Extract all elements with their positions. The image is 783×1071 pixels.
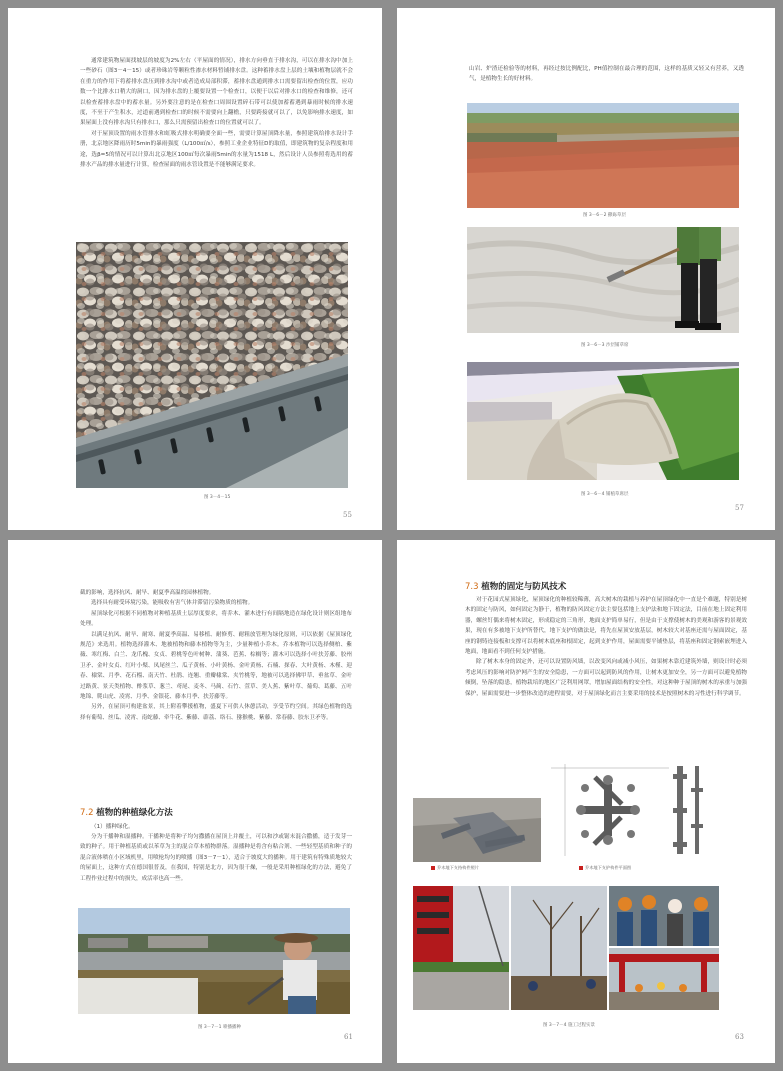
- construction-photo-4: [609, 948, 719, 1010]
- page-55: [8, 8, 382, 530]
- page-63: [397, 540, 775, 1063]
- p3-text-top: [80, 588, 352, 723]
- p2-caption-3: 图 3－6－4 铺植草席层: [581, 492, 629, 497]
- subsection-heading: （1）播种绿化。: [91, 824, 134, 830]
- p3-figure-caption: 图 3－7－1 喷播播种: [198, 1025, 241, 1030]
- p3-paragraph-4: 以满足抗风、耐旱、耐寒、耐夏季高温、易移植、耐修剪、耐粗放管理为绿化原则，可以依据《屋顶绿化规范》来选用。植物选择灌木、地被植物和藤本植物等为主，少量种植小乔木。乔本植物可以选择侧柏、紫薇、寒红梅、白兰、龙爪槐、女贞、碧桃等色叶树种、蒲葵、芭蕉、棕榈等；灌木可以选择小叶扶芳藤、胶州卫矛、金叶女贞、红叶小檗、凤尾丝兰、瓜子黄杨、小叶黄杨、金叶黄杨、石楠、探春、大叶黄杨、木槿、迎春、棣棠、月季、花石榴、南天竹、杜鹃、连翘、重瓣棣棠、夹竹桃等，地被可以选择佛甲草、垂盆草、金叶过路黄、景天类植物、酢浆草、葱兰、鸢尾、麦冬、马蔺、石竹、萱草、美人蕉、紫叶草、葡萄、葛藤、五叶地锦、爬山虎、凌霄、月季、金银花、藤本月季、扶芳藤等。: [80, 631, 352, 701]
- p4-paragraph-2: 除了树木本身的固定外，还可以设置防风墙，以改变风向或减小风压，如果树木靠近建筑外墙，则设计时必须考虑风压的影响对防护网产生的安全隐患，一方面可以起到防风的作用，让树木更加安全，另一方面可以避免植物倾倒，坠落的隐患，植物栽培的地区广泛利用网罩，增加屋面结构的安全性，对这种种于屋顶的树木的承重与加强保护，屋面需要进一步整体改造的进程需要，对于屋顶绿化而言主要采用的技术是按照树木的习性进行科学调节。: [465, 659, 747, 697]
- page-number: 61: [344, 1033, 353, 1041]
- p4-figure-caption: 图 3－7－4 施工过程实景: [543, 1023, 595, 1028]
- spraying-photo: [78, 908, 350, 1014]
- p3-text-bottom: [80, 832, 352, 884]
- p4-text: [465, 595, 747, 699]
- page-number: 63: [735, 1033, 744, 1041]
- p1-text: [80, 56, 353, 170]
- p3-paragraph-5: 另外，在屋顶可构建盆景，其上附着攀援植物，盛夏下可供人休憩活动，享受节约空间。其绿色植物的选择有葡萄、丝瓜、凌霄、南蛇藤、牵牛花、紫藤、薜荔、络石、猕猴桃、紫藤、常春藤、胶东卫矛等。: [80, 704, 352, 721]
- page-61: [8, 540, 382, 1063]
- thumb-caption-1-text: 乔木地下支持构件照片: [437, 865, 479, 870]
- gravel-field-photo: [467, 103, 739, 208]
- p3-paragraph-6: 分为干播种和湿播种。干播种是将种子均匀撒播在屋顶上并覆土，可以和沙或锯末混合撒播，适于发芽一致的种子。用于种植基质或以苯草为主的混合草本植物群落。湿播种是将含有粘合剂、一些轻型基质和种子的混合液体喷在小区域机里，用喷枪均匀的喷播（图3－7－1），适合于坡度大的播种。用于建筑有特殊质地较大的屋面上，这种方式在德国很普及，在我国，特别是北方，因为很干燥，一般是采用种植绿化的方法，避免了工程作业过程中的损失，成活率也高一些。: [80, 834, 352, 882]
- p4-paragraph-1: 对于花园式屋顶绿化，屋顶绿化的种植较稀薄，高大树木的栽植与养护在屋顶绿化中一直是个难题，特别是树木的固定与防风，如何固定为静于，植物的防风固定方法主要包括地上支护法和地下固定法，目前在地上固定利用器，螺丝钉偶来将树木固定，形成稳定的三角形，地面支护简单易行，但是由于支撑使树木的美观和游客的景观效果，现在有多被地下支护所替代，地下支护的做法是，将先在屋顶安放基层，树木较大对基座还需与屋面固定，基座的钢铸连接板和支撑可以将树木底座和根固定，起到支护作用，屋面需要平铺垫层，将基座和固定钢索嵌埋进入地面，地面看不到任何支护措施。: [465, 597, 747, 656]
- p3-paragraph-2: 选择具有耐受环境污染，能吸收有害气体并滞留污染物质的植物。: [91, 600, 254, 607]
- red-bullet-icon: [579, 866, 583, 870]
- thumb-caption-2-text: 乔木地下支护构件平面图: [585, 865, 632, 870]
- p1-paragraph-1: 通常建筑物屋面找坡层的坡度为2%左右（平屋面的情况），排水方向垂直于排水沟，可以在排水沟中加上一些砂石（图3－4－15）或者珍珠岩等颗粒性渗水材料暂铺排水盘。这种蓄排水盘上层的土壤和植物层就不会在重力的作用下将蓄排水盘压到排水沟中或者造成局部积滞，蓄排水盘通到排水口需要留出检查的位置，应功数一个比排水口稍大的洞口，因为排水盘的上覆要设置一个检查口，以便于以后对排水口的检查和维修，还可以检查蓄排水盘中的蓄水量。另外要注意的是在检查口周围设置碎石带可以使加蓄蓄遇到暴雨时候的排水速度，不至于产生积水，过道前遇到检查口的时候不需要向上翻檐，只要跨接就可以了，以免影响排水速度，如果屋面上没有排水沟只有排水口，那么只需预留出检查口的位置就可以了。: [80, 58, 353, 127]
- construction-photo-3: [609, 886, 719, 946]
- thumb-caption-1: [431, 865, 479, 871]
- red-bullet-icon: [431, 866, 435, 870]
- construction-photo-1: [413, 886, 509, 1010]
- p3-paragraph-1: 截的影响，选择抗风、耐旱、耐夏季高温的园林植物。: [80, 590, 215, 596]
- sand-raking-photo: [467, 227, 739, 333]
- p2-caption-1: 图 3－6－2 撒砾草层: [583, 213, 626, 218]
- section-title: 植物的种植绿化方法: [96, 808, 173, 818]
- grass-mat-photo: [467, 362, 739, 480]
- section-heading-7-2: [80, 806, 173, 818]
- section-heading-7-3: [465, 580, 566, 592]
- p3-paragraph-3: 屋顶绿化可根据不同植物对种植基质土层厚度要求，将乔木、灌木进行有间隔地造在绿化设计则区组地布处理。: [80, 610, 352, 628]
- section-number: 7.3: [465, 582, 479, 592]
- page-number: 55: [343, 511, 352, 519]
- gravel-drain-photo: [76, 242, 348, 488]
- p2-paragraph-1: 山岩、炉渣还检验等的材料，再经过按比例配比，PH值控制在最合理的范围，这样的基质又轻又有营养，又透气，是植物生长的好材料。: [469, 66, 744, 83]
- section-number: 7.2: [80, 808, 94, 818]
- p1-figure-caption: 图 3－4－15: [204, 495, 231, 500]
- page-57: [397, 8, 775, 530]
- anchor-photo: [413, 798, 541, 862]
- p2-text: [469, 64, 744, 85]
- p2-caption-2: 图 3－6－3 沙层铺草席: [581, 343, 629, 348]
- p1-paragraph-2: 对于屋顶设置的雨水管排水和虹吸式排水明确要全面一些，需要计算屋顶降水量，参照建筑给排水设计手册，北京地区降雨历时5min的暴雨强度（L/100㎡/s），参照工业企业特征D的取值，即建筑物的复杂程度和用途，选β=5的情况可以计算出北京地区100㎡每次暴雨5min的水量为1518 L，然后设计人员参照将选用的蓄排水产品的排水量进行计算，检查屋面的雨水管设置是不能够满足要求。: [80, 130, 353, 169]
- anchor-plan-drawing: [545, 758, 721, 862]
- construction-photo-2: [511, 886, 607, 1010]
- thumb-caption-2: [579, 865, 631, 871]
- page-number: 57: [735, 504, 744, 512]
- section-title: 植物的固定与防风技术: [481, 582, 567, 592]
